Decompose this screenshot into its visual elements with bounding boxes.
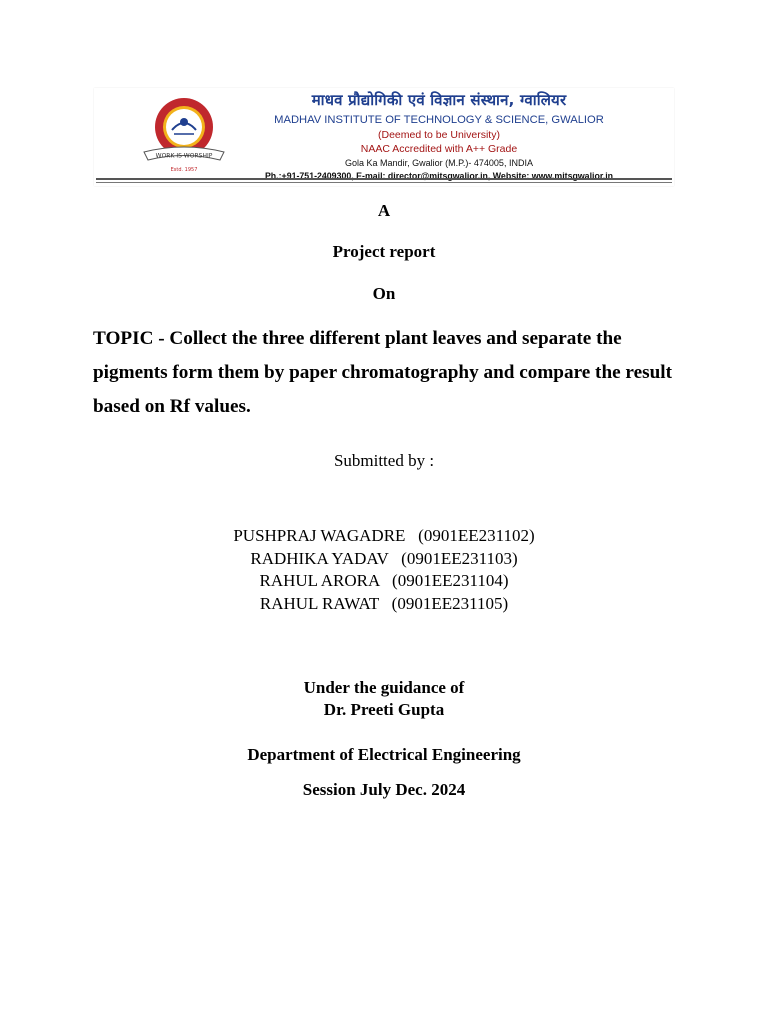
letterhead-rule: [96, 178, 672, 180]
deemed-university-note: (Deemed to be University): [378, 129, 500, 141]
member-item: RAHUL RAWAT (0901EE231105): [259, 593, 509, 613]
member-item: RAHUL ARORA (0901EE231104): [259, 571, 509, 590]
letterhead-rule-thin: [96, 182, 672, 183]
title-on: On: [372, 284, 396, 303]
naac-grade: NAAC Accredited with A++ Grade: [360, 143, 518, 155]
title-project-report: Project report: [332, 242, 436, 261]
letterhead-banner: [94, 88, 674, 186]
submitted-by-label: Submitted by :: [333, 451, 435, 470]
institute-logo: [138, 96, 230, 174]
institute-name: MADHAV INSTITUTE OF TECHNOLOGY & SCIENCE, GWALIOR: [274, 114, 604, 126]
guide-name: Dr. Preeti Gupta: [323, 700, 445, 719]
guidance-label: Under the guidance of: [303, 678, 465, 697]
institute-name-hindi: माधव प्रौद्योगिकी एवं विज्ञान संस्थान, ग्वालियर: [311, 91, 567, 109]
logo-motto: WORK IS WORSHIP: [155, 152, 213, 160]
member-list: [0, 525, 768, 615]
letterhead-text: [244, 90, 634, 183]
member-item: RADHIKA YADAV (0901EE231103): [250, 548, 518, 568]
institute-address: Gola Ka Mandir, Gwalior (M.P.)- 474005, INDIA: [345, 158, 533, 168]
session-label: Session July Dec. 2024: [302, 780, 466, 799]
institute-contact: Ph.:+91-751-2409300, E-mail: director@mitsgwalior.in, Website: www.mitsgwalior.in: [264, 171, 614, 181]
title-a: A: [377, 201, 391, 220]
member-item: PUSHPRAJ WAGADRE (0901EE231102): [233, 526, 535, 545]
project-topic: TOPIC - Collect the three different plant leaves and separate the pigments form them by paper chromatography and compare the result based on Rf values.: [93, 328, 672, 417]
logo-established: Estd. 1957: [170, 167, 198, 173]
department-name: Department of Electrical Engineering: [247, 745, 521, 764]
